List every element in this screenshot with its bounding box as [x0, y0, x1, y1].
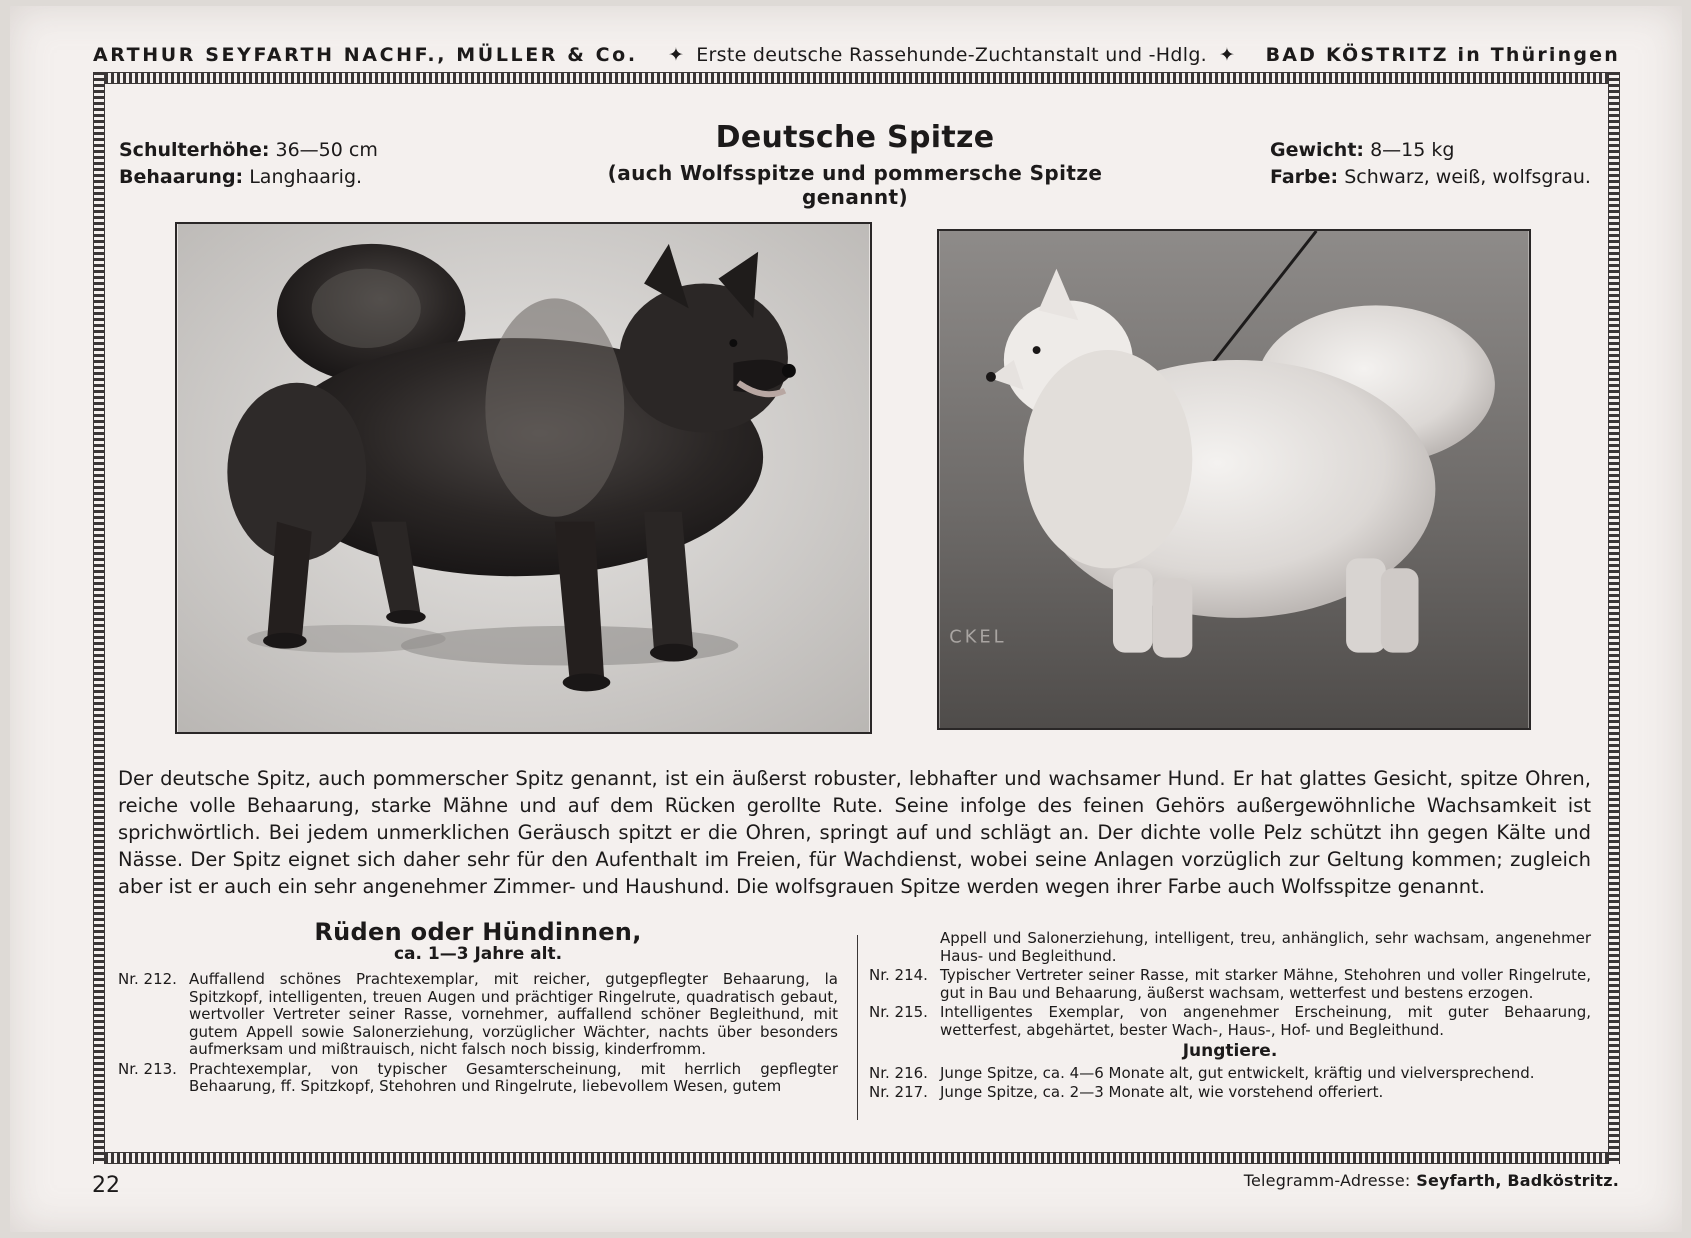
listing-item [118, 1061, 838, 1096]
telegram-label: Telegramm-Adresse: [1243, 1171, 1411, 1190]
item-text: Prachtexemplar, von typischer Gesamterscheinung, mit herrlich gepflegter Behaarung, ff. Spitzkopf, Stehohren und Ringelrute, liebevollem Wesen, gutem [189, 1059, 838, 1095]
breed-title-block [560, 120, 1150, 209]
item-text: Intelligentes Exemplar, von angenehmer Erscheinung, mit guter Behaarung, wetterfest, abgehärtet, bester Wach-, Haus-, Hof- und Begleithund. [940, 1003, 1591, 1039]
star-separator-icon: ✦ [667, 44, 685, 66]
facts-left [119, 137, 378, 191]
coat-label: Behaarung: [119, 166, 244, 188]
white-spitz-dog-on-leash-icon [939, 231, 1529, 728]
item-number: Nr. 214. [869, 966, 928, 984]
young-animals-heading: Jungtiere. [1182, 1041, 1278, 1061]
firm-location: BAD KÖSTRITZ in Thüringen [1265, 44, 1620, 66]
facts-right [1270, 137, 1591, 191]
left-border-rule [93, 72, 105, 1164]
star-separator-icon: ✦ [1219, 44, 1236, 66]
color-value: Schwarz, weiß, wolfsgrau. [1338, 166, 1591, 188]
listing-item [869, 1065, 1591, 1083]
firm-tagline: Erste deutsche Rassehunde-Zuchtanstalt und -Hdlg. [696, 44, 1208, 66]
item-number: Nr. 217. [869, 1083, 928, 1101]
page-header [93, 44, 1620, 66]
listing-item [869, 1004, 1591, 1039]
height-value: 36—50 cm [269, 139, 378, 161]
dark-spitz-dog-icon [177, 224, 870, 732]
height-label: Schulterhöhe: [119, 139, 270, 161]
listing-age: ca. 1—3 Jahre alt. [393, 943, 563, 964]
item-number: Nr. 216. [869, 1063, 928, 1082]
telegram-value: Seyfarth, Badköstritz. [1410, 1171, 1619, 1190]
column-divider [857, 935, 858, 1120]
listing-item [118, 971, 838, 1059]
listing-item [869, 967, 1591, 1002]
color-label: Farbe: [1270, 166, 1339, 188]
listing-right-column [869, 930, 1591, 1104]
dark-spitz-dog-photo [175, 222, 872, 734]
item-text: Typischer Vertreter seiner Rasse, mit starker Mähne, Stehohren und voller Ringelrute, gut in Bau und Behaarung, äußerst wachsam, wetterfest und bestens erzogen. [940, 966, 1591, 1002]
top-border-rule [93, 72, 1620, 84]
item-text: Junge Spitze, ca. 4—6 Monate alt, gut entwickelt, kräftig und vielversprechend. [940, 1063, 1535, 1082]
listing-left-column [118, 918, 838, 1098]
item-text: Auffallend schönes Prachtexemplar, mit reicher, gutgepflegter Behaarung, la Spitzkopf, intelligenten, treuen Augen und prächtiger Ringelrute, quadratisch gebaut, wertvoller Vertreter seiner Rasse, vornehmer, auffallend schöner Begleithund, mit gutem Appell sowie Salonerziehung, vorzüglicher Wächter, nachts über besonders aufmerksam und mißtrauisch, nicht falsch noch bissig, kinderfromm. [189, 970, 838, 1058]
page-number: 22 [92, 1173, 120, 1198]
telegram-address [1244, 1171, 1619, 1190]
breed-subtitle: (auch Wolfsspitze und pommersche Spitze genannt) [607, 161, 1103, 209]
photo-watermark: CKEL [949, 626, 1007, 648]
weight-label: Gewicht: [1270, 139, 1365, 161]
item-number: Nr. 213. [118, 1059, 177, 1078]
listing-heading: Rüden oder Hündinnen, [314, 918, 642, 946]
item-number: Nr. 212. [118, 970, 177, 988]
bottom-border-rule [93, 1152, 1620, 1164]
white-spitz-dog-on-leash-photo [937, 229, 1531, 730]
item-text: Junge Spitze, ca. 2—3 Monate alt, wie vorstehend offeriert. [940, 1083, 1384, 1101]
firm-name: ARTHUR SEYFARTH NACHF., MÜLLER & Co. [93, 44, 638, 66]
item-number: Nr. 215. [869, 1003, 928, 1021]
weight-value: 8—15 kg [1364, 139, 1455, 161]
item-213-continuation: Appell und Salonerziehung, intelligent, treu, anhänglich, sehr wachsam, angenehmer Haus- und Begleithund. [940, 929, 1591, 965]
listing-item [869, 1084, 1591, 1102]
right-border-rule [1608, 72, 1620, 1164]
header-tagline-group [656, 44, 1247, 66]
breed-description: Der deutsche Spitz, auch pommerscher Spitz genannt, ist ein äußerst robuster, lebhafter und wachsamer Hund. Er hat glattes Gesicht, spitze Ohren, reiche volle Behaarung, starke Mähne und auf dem Rücken gerollte Rute. Seine infolge des feinen Gehörs außergewöhnliche Wachsamkeit ist sprichwörtlich. Bei jedem unmerklichen Geräusch spitzt er die Ohren, springt auf und schlägt an. Der dichte volle Pelz schützt ihn gegen Kälte und Nässe. Der Spitz eignet sich daher sehr für den Aufenthalt im Freien, für Wachdienst, wobei seine Anlagen vorzüglich zur Geltung kommen; zugleich aber ist er auch ein sehr angenehmer Zimmer- und Haushund. Die wolfsgrauen Spitze werden wegen ihrer Farbe auch Wolfsspitze genannt. [118, 767, 1591, 898]
breed-title: Deutsche Spitze [715, 120, 995, 155]
coat-value: Langhaarig. [243, 166, 363, 188]
